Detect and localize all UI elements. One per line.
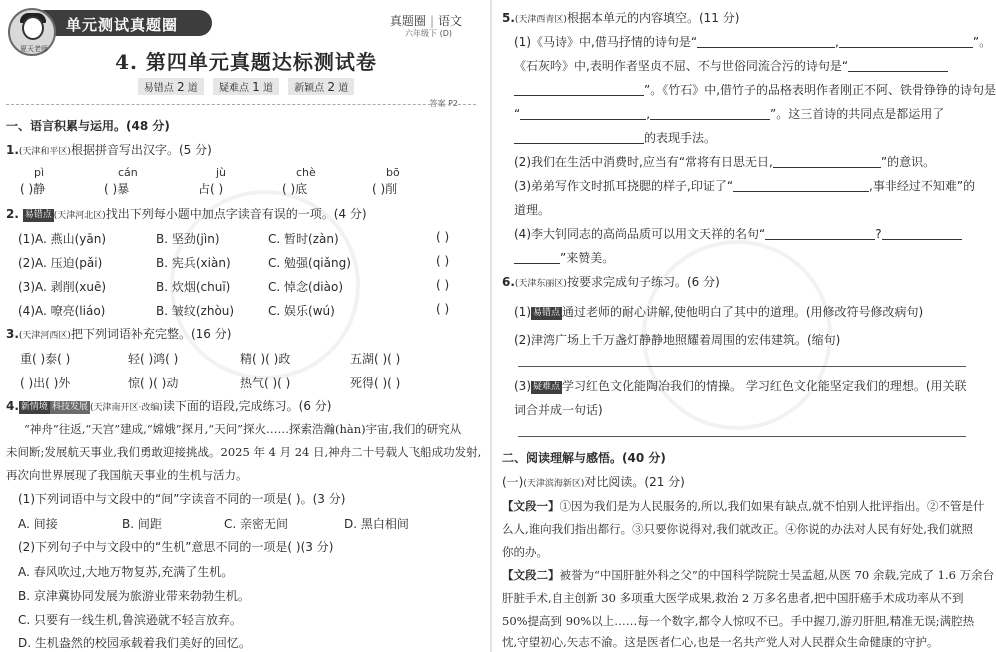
series-subject: 真题圈 | 语文 <box>389 14 462 28</box>
q2-row1-a: (1)A. 燕山(yān) <box>18 232 107 246</box>
header-dashed-rule <box>6 104 476 105</box>
tag-error-prone-2: 易错点 <box>533 308 561 318</box>
blank-5[interactable] <box>520 108 646 120</box>
pinyin-answer-1[interactable]: ( )静 <box>20 182 46 196</box>
passage-line-3: 再次向世界展现了我国航天事业的生机与活力。 <box>6 468 248 482</box>
q6-sub-2: (2)津湾广场上千万盏灯静静地照耀着周围的宏伟建筑。(缩句) <box>514 333 841 347</box>
pinyin-answer-4[interactable]: ( )底 <box>282 182 308 196</box>
idiom-6[interactable]: 惊( )( )动 <box>128 376 179 390</box>
subject-name: 语文 <box>437 14 462 28</box>
idiom-7[interactable]: 热气( )( ) <box>240 376 291 390</box>
difficulty-badges <box>0 78 492 95</box>
section-1-heading: 一、语言积累与运用。(48 分) <box>6 119 170 133</box>
pinyin-1: pì <box>34 166 45 179</box>
idiom-5[interactable]: ( )出( )外 <box>20 376 71 390</box>
doc2-line-2: 肝脏手术,自主创新 30 多项重大医学成果,救治 2 万多名患者,把中国肝癌手术成功率从不到 <box>502 591 964 605</box>
q5-line-10: ”来赞美。 <box>514 250 614 266</box>
q2-row4-answer[interactable]: ( ) <box>436 302 450 316</box>
q4-1-option-d[interactable]: D. 黑白相间 <box>344 517 409 531</box>
q4-2-option-a[interactable]: A. 春风吹过,大地万物复苏,充满了生机。 <box>18 565 234 579</box>
pinyin-answer-3[interactable]: 占( ) <box>198 182 224 196</box>
tag-tech: 科技发展 <box>51 402 88 412</box>
q2-row2-c: C. 勉强(qiǎng) <box>268 256 351 270</box>
doc2-line-1: 【文段二】被誉为“中国肝脏外科之父”的中国科学院院士吴孟超,从医 70 余载,完成了 1.6 万余台 <box>502 568 995 582</box>
idiom-8[interactable]: 死得( )( ) <box>350 376 401 390</box>
doc2-line-4: 忱,守望初心,矢志不渝。这是医者仁心,也是一名共产党人对人民群众生命健康的守护。 <box>502 635 939 649</box>
q2-row3-a: (3)A. 剥削(xuē) <box>18 280 107 294</box>
q5-line-9: (4)李大钊同志的高尚品质可以用文天祥的名句“ ? <box>514 226 962 242</box>
right-column <box>492 0 996 652</box>
part-1-heading: (一)(天津滨海新区)对比阅读。(21 分) <box>502 475 685 489</box>
q2-row3-c: C. 悼念(diào) <box>268 280 344 294</box>
answer-line-1[interactable] <box>518 366 966 367</box>
q6-sub-1: (1) 易错点 通过老师的耐心讲解,使他明白了其中的道理。(用修改符号修改病句) <box>514 305 924 319</box>
passage-line-2: 未间断;发展航天事业,我们勇敢迎接挑战。2025 年 4 月 24 日,神舟二十号载人飞船成功发射, <box>6 445 482 459</box>
q2-row4-a: (4)A. 嘹亮(liáo) <box>18 304 106 318</box>
logo-text: 夏天老师 <box>20 45 48 53</box>
question-4: 4. 新情境 科技发展 (天津南开区·改编)读下面的语段,完成练习。(6 分) <box>6 399 332 413</box>
q4-2-option-c[interactable]: C. 只要有一线生机,鲁滨逊就不轻言放弃。 <box>18 613 242 627</box>
pinyin-answer-2[interactable]: ( )暴 <box>104 182 130 196</box>
idiom-4[interactable]: 五湖( )( ) <box>350 352 401 366</box>
blank-11[interactable] <box>882 228 962 240</box>
blank-9[interactable] <box>733 180 869 192</box>
q6-sub-3-cont: 词合并成一句话) <box>514 403 603 417</box>
blank-1[interactable] <box>697 36 835 48</box>
logo-face <box>22 16 44 40</box>
pinyin-2: cán <box>118 166 138 179</box>
answer-page-ref: 答案 P2 <box>429 99 458 108</box>
series-name: 真题圈 <box>389 14 426 28</box>
blank-8[interactable] <box>773 156 881 168</box>
q5-line-4: “ , ”。这三首诗的共同点是都运用了 <box>514 107 945 121</box>
idiom-3[interactable]: 精( )( )政 <box>240 352 291 366</box>
blank-6[interactable] <box>650 108 770 120</box>
q2-row4-c: C. 娱乐(wú) <box>268 304 335 318</box>
q4-2-option-d[interactable]: D. 生机盎然的校园承载着我们美好的回忆。 <box>18 636 251 650</box>
tag-new-context: 新情境 <box>20 402 48 412</box>
pinyin-3: jù <box>216 166 227 179</box>
tag-difficult: 疑难点 <box>533 382 561 392</box>
q6-sub-3: (3) 疑难点 学习红色文化能陶冶我们的情操。 学习红色文化能坚定我们的理想。(用关联 <box>514 379 967 393</box>
header-band-title: 单元测试真题圈 <box>66 16 179 34</box>
idiom-2[interactable]: 轻( )鸿( ) <box>128 352 179 366</box>
blank-4[interactable] <box>514 84 644 96</box>
q4-sub-2: (2)下列句子中与文段中的“生机”意思不同的一项是( )(3 分) <box>18 540 334 554</box>
question-6: 6.(天津东丽区)按要求完成句子练习。(6 分) <box>502 275 720 289</box>
q5-line-3: ”。《竹石》中,借竹子的品格表明作者刚正不阿、铁骨铮铮的诗句是 <box>514 82 996 98</box>
question-5: 5.(天津西青区)根据本单元的内容填空。(11 分) <box>502 11 740 25</box>
q2-row1-c: C. 暂时(zàn) <box>268 232 339 246</box>
blank-12[interactable] <box>514 252 560 264</box>
q2-row3-answer[interactable]: ( ) <box>436 278 450 292</box>
pinyin-4: chè <box>296 166 316 179</box>
q5-line-8: 道理。 <box>514 203 551 217</box>
q2-row2-answer[interactable]: ( ) <box>436 254 450 268</box>
q2-row1-b: B. 坚劲(jìn) <box>156 232 220 246</box>
q4-1-option-a[interactable]: A. 间接 <box>18 517 58 531</box>
q2-row1-answer[interactable]: ( ) <box>436 230 450 244</box>
q4-1-option-b[interactable]: B. 间距 <box>122 517 162 531</box>
pinyin-answer-5[interactable]: ( )削 <box>372 182 398 196</box>
left-column <box>0 0 492 652</box>
question-1: 1.(天津和平区)根据拼音写出汉字。(5 分) <box>6 143 212 157</box>
q4-sub-1: (1)下列词语中与文段中的“间”字读音不同的一项是( )。(3 分) <box>18 492 346 506</box>
q4-2-option-b[interactable]: B. 京津冀协同发展为旅游业带来勃勃生机。 <box>18 589 250 603</box>
page-header <box>0 8 492 53</box>
q5-line-2: 《石灰吟》中,表明作者坚贞不屈、不与世俗同流合污的诗句是“ <box>514 58 948 74</box>
q5-line-1: (1)《马诗》中,借马抒情的诗句是“ , ”。 <box>514 35 992 49</box>
doc2-line-3: 50%提高到 90%以上……每一个数字,都令人惊叹不已。手中握刀,游刃肝胆,精准无误;满腔热 <box>502 614 975 628</box>
badge-difficult: 疑难点 1 道 <box>213 78 279 95</box>
q2-row4-b: B. 皱纹(zhòu) <box>156 304 235 318</box>
answer-line-2[interactable] <box>518 436 966 437</box>
badge-novel: 新颖点 2 道 <box>288 78 354 95</box>
section-2-heading: 二、阅读理解与感悟。(40 分) <box>502 451 666 465</box>
idiom-1[interactable]: 重( )泰( ) <box>20 352 71 366</box>
q2-row3-b: B. 炊烟(chuī) <box>156 280 231 294</box>
question-3: 3.(天津河西区)把下列词语补充完整。(16 分) <box>6 327 232 341</box>
blank-7[interactable] <box>514 132 644 144</box>
q2-row2-a: (2)A. 压迫(pǎi) <box>18 256 103 270</box>
q5-line-5: 的表现手法。 <box>514 130 716 146</box>
question-2: 2. 易错点 (天津河北区)找出下列每小题中加点字读音有误的一项。(4 分) <box>6 207 367 221</box>
header-band <box>40 10 212 36</box>
q5-line-6: (2)我们在生活中消费时,应当有“常将有日思无日, ”的意识。 <box>514 155 936 169</box>
doc1-line-1: 【文段一】①因为我们是为人民服务的,所以,我们如果有缺点,就不怕别人批评指出。②不管是什 <box>502 499 985 513</box>
q4-1-option-c[interactable]: C. 亲密无间 <box>224 517 289 531</box>
grade-label: 六年级下 (D) <box>405 29 452 38</box>
doc1-line-3: 你的办。 <box>502 545 548 559</box>
tag-error-prone: 易错点 <box>24 210 52 220</box>
q2-row2-b: B. 宪兵(xiàn) <box>156 256 231 270</box>
exam-title: 4. 第四单元真题达标测试卷 <box>115 50 377 74</box>
pinyin-5: bō <box>386 166 400 179</box>
blank-10[interactable] <box>765 228 875 240</box>
passage-line-1: “神舟”往返,“天宫”建成,“嫦娥”探月,“天问”探火……探索浩瀚(hàn)宇宙,我们的研究从 <box>24 422 462 436</box>
doc1-line-2: 么人,谁向我们指出都行。③只要你说得对,我们就改正。④你说的办法对人民有好处,我们就照 <box>502 522 973 536</box>
q5-line-7: (3)弟弟写作文时抓耳挠腮的样子,印证了“ ,事非经过不知难”的 <box>514 179 976 193</box>
blank-3[interactable] <box>848 60 948 72</box>
badge-error-prone: 易错点 2 道 <box>138 78 204 95</box>
blank-2[interactable] <box>839 36 973 48</box>
